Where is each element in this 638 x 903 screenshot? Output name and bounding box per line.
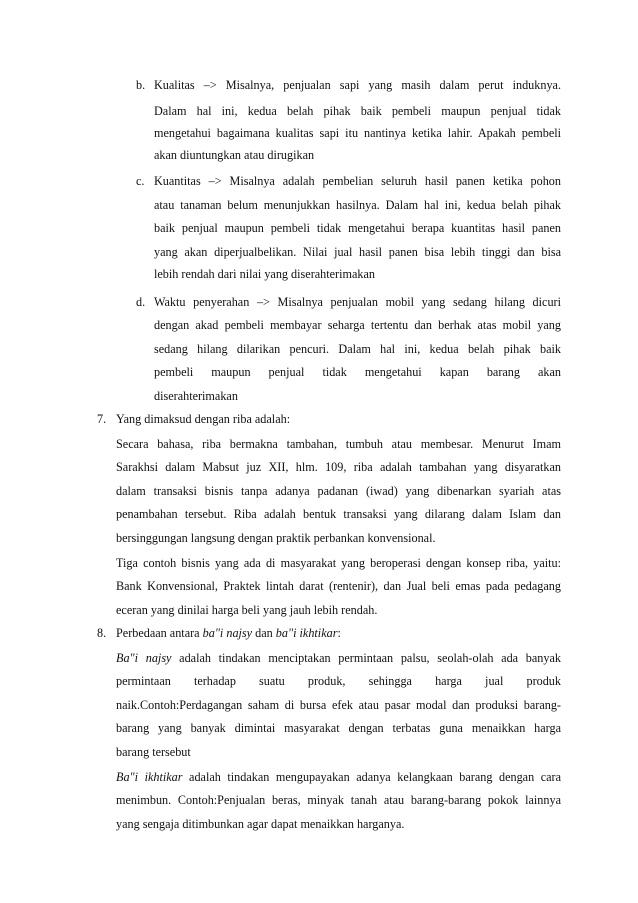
q8-najsy-line-4: barang yang banyak dimintai masyarakat dengan terbatas guna menaikkan harga: [116, 721, 561, 735]
q7-number: 7.: [97, 412, 107, 426]
q8-najsy-line-5: barang tersebut: [116, 745, 191, 759]
q8-title-prefix: Perbedaan antara: [116, 626, 203, 640]
q8-ikhtikar-first-rest: adalah tindakan mengupayakan adanya kelangkaan barang dengan cara: [182, 770, 562, 784]
q8-najsy-line-1: [116, 651, 561, 665]
item-b-line-3: mengetahui bagaimana kualitas sapi itu nantinya ketika lahir. Apakah pembeli: [154, 126, 561, 140]
item-b-marker: b.: [136, 78, 146, 92]
q7-para1-line-2: Sarakhsi dalam Mabsut juz XII, hlm. 109, riba adalah tambahan yang disyaratkan: [116, 460, 561, 474]
item-d-line-1: Waktu penyerahan –> Misalnya penjualan mobil yang sedang hilang dicuri: [154, 295, 561, 309]
q8-najsy-first-rest: adalah tindakan menciptakan permintaan palsu, seolah-olah ada banyak: [171, 651, 561, 665]
q8-ikhtikar-term: Ba"i ikhtikar: [116, 770, 183, 784]
item-d-line-5: diserahterimakan: [154, 389, 238, 403]
q8-title-suffix: :: [337, 626, 341, 640]
q8-title-mid: dan: [252, 626, 276, 640]
item-c-line-4: yang akan diperjualbelikan. Nilai jual hasil panen bisa lebih tinggi dan bisa: [154, 245, 561, 259]
item-c-line-5: lebih rendah dari nilai yang diserahterimakan: [154, 267, 375, 281]
q7-para1-line-3: dalam transaksi bisnis tanpa adanya padanan (iwad) yang dibenarkan syariah atas: [116, 484, 561, 498]
q8-ikhtikar-line-2: menimbun. Contoh:Penjualan beras, minyak tanah atau barang-barang pokok lainnya: [116, 793, 561, 807]
q7-para2-line-1: Tiga contoh bisnis yang ada di masyarakat yang beroperasi dengan konsep riba, yaitu:: [116, 556, 561, 570]
q7-para1-line-5: bersinggungan langsung dengan praktik perbankan konvensional.: [116, 531, 436, 545]
item-d-line-3: sedang hilang dilarikan pencuri. Dalam hal ini, kedua belah pihak baik: [154, 342, 561, 356]
q7-para2-line-2: Bank Konvensional, Praktek lintah darat (rentenir), dan Jual beli emas pada pedagang: [116, 579, 561, 593]
item-b-line-2: Dalam hal ini, kedua belah pihak baik pembeli maupun penjual tidak: [154, 104, 561, 118]
item-c-line-3: baik penjual maupun pembeli tidak mengetahui berapa kuantitas hasil panen: [154, 221, 561, 235]
item-d-marker: d.: [136, 295, 146, 309]
item-d-line-4: pembeli maupun penjual tidak mengetahui kapan barang akan: [154, 365, 561, 379]
item-b-line-4: akan diuntungkan atau dirugikan: [154, 148, 315, 162]
item-c-marker: c.: [136, 174, 145, 188]
q8-ikhtikar-line-3: yang sengaja ditimbunkan agar dapat menaikkan harganya.: [116, 817, 405, 831]
q8-najsy-line-3: naik.Contoh:Perdagangan saham di bursa efek atau pasar modal dan produksi barang-: [116, 698, 561, 712]
item-d-line-2: dengan akad pembeli membayar seharga tertentu dan berhak atas mobil yang: [154, 318, 561, 332]
q7-para1-line-1: Secara bahasa, riba bermakna tambahan, tumbuh atau membesar. Menurut Imam: [116, 437, 561, 451]
q8-title: [116, 626, 341, 640]
q8-title-term-ikhtikar: ba"i ikhtikar: [275, 626, 338, 640]
q7-para1-line-4: penambahan tersebut. Riba adalah bentuk transaksi yang dilarang dalam Islam dan: [116, 507, 561, 521]
q7-para2-line-3: eceran yang dinilai harga beli yang jauh lebih rendah.: [116, 603, 378, 617]
item-c-line-1: Kuantitas –> Misalnya adalah pembelian seluruh hasil panen ketika pohon: [154, 174, 561, 188]
item-b-line-1: Kualitas –> Misalnya, penjualan sapi yang masih dalam perut induknya.: [154, 78, 561, 92]
q8-ikhtikar-line-1: [116, 770, 561, 784]
q7-title: Yang dimaksud dengan riba adalah:: [116, 412, 291, 426]
q8-najsy-line-2: permintaan terhadap suatu produk, sehingga harga jual produk: [116, 674, 561, 688]
q8-najsy-term: Ba"i najsy: [116, 651, 172, 665]
q8-title-term-najsy: ba"i najsy: [202, 626, 253, 640]
q8-number: 8.: [97, 626, 107, 640]
item-c-line-2: atau tanaman belum menunjukkan hasilnya. Dalam hal ini, kedua belah pihak: [154, 198, 561, 212]
